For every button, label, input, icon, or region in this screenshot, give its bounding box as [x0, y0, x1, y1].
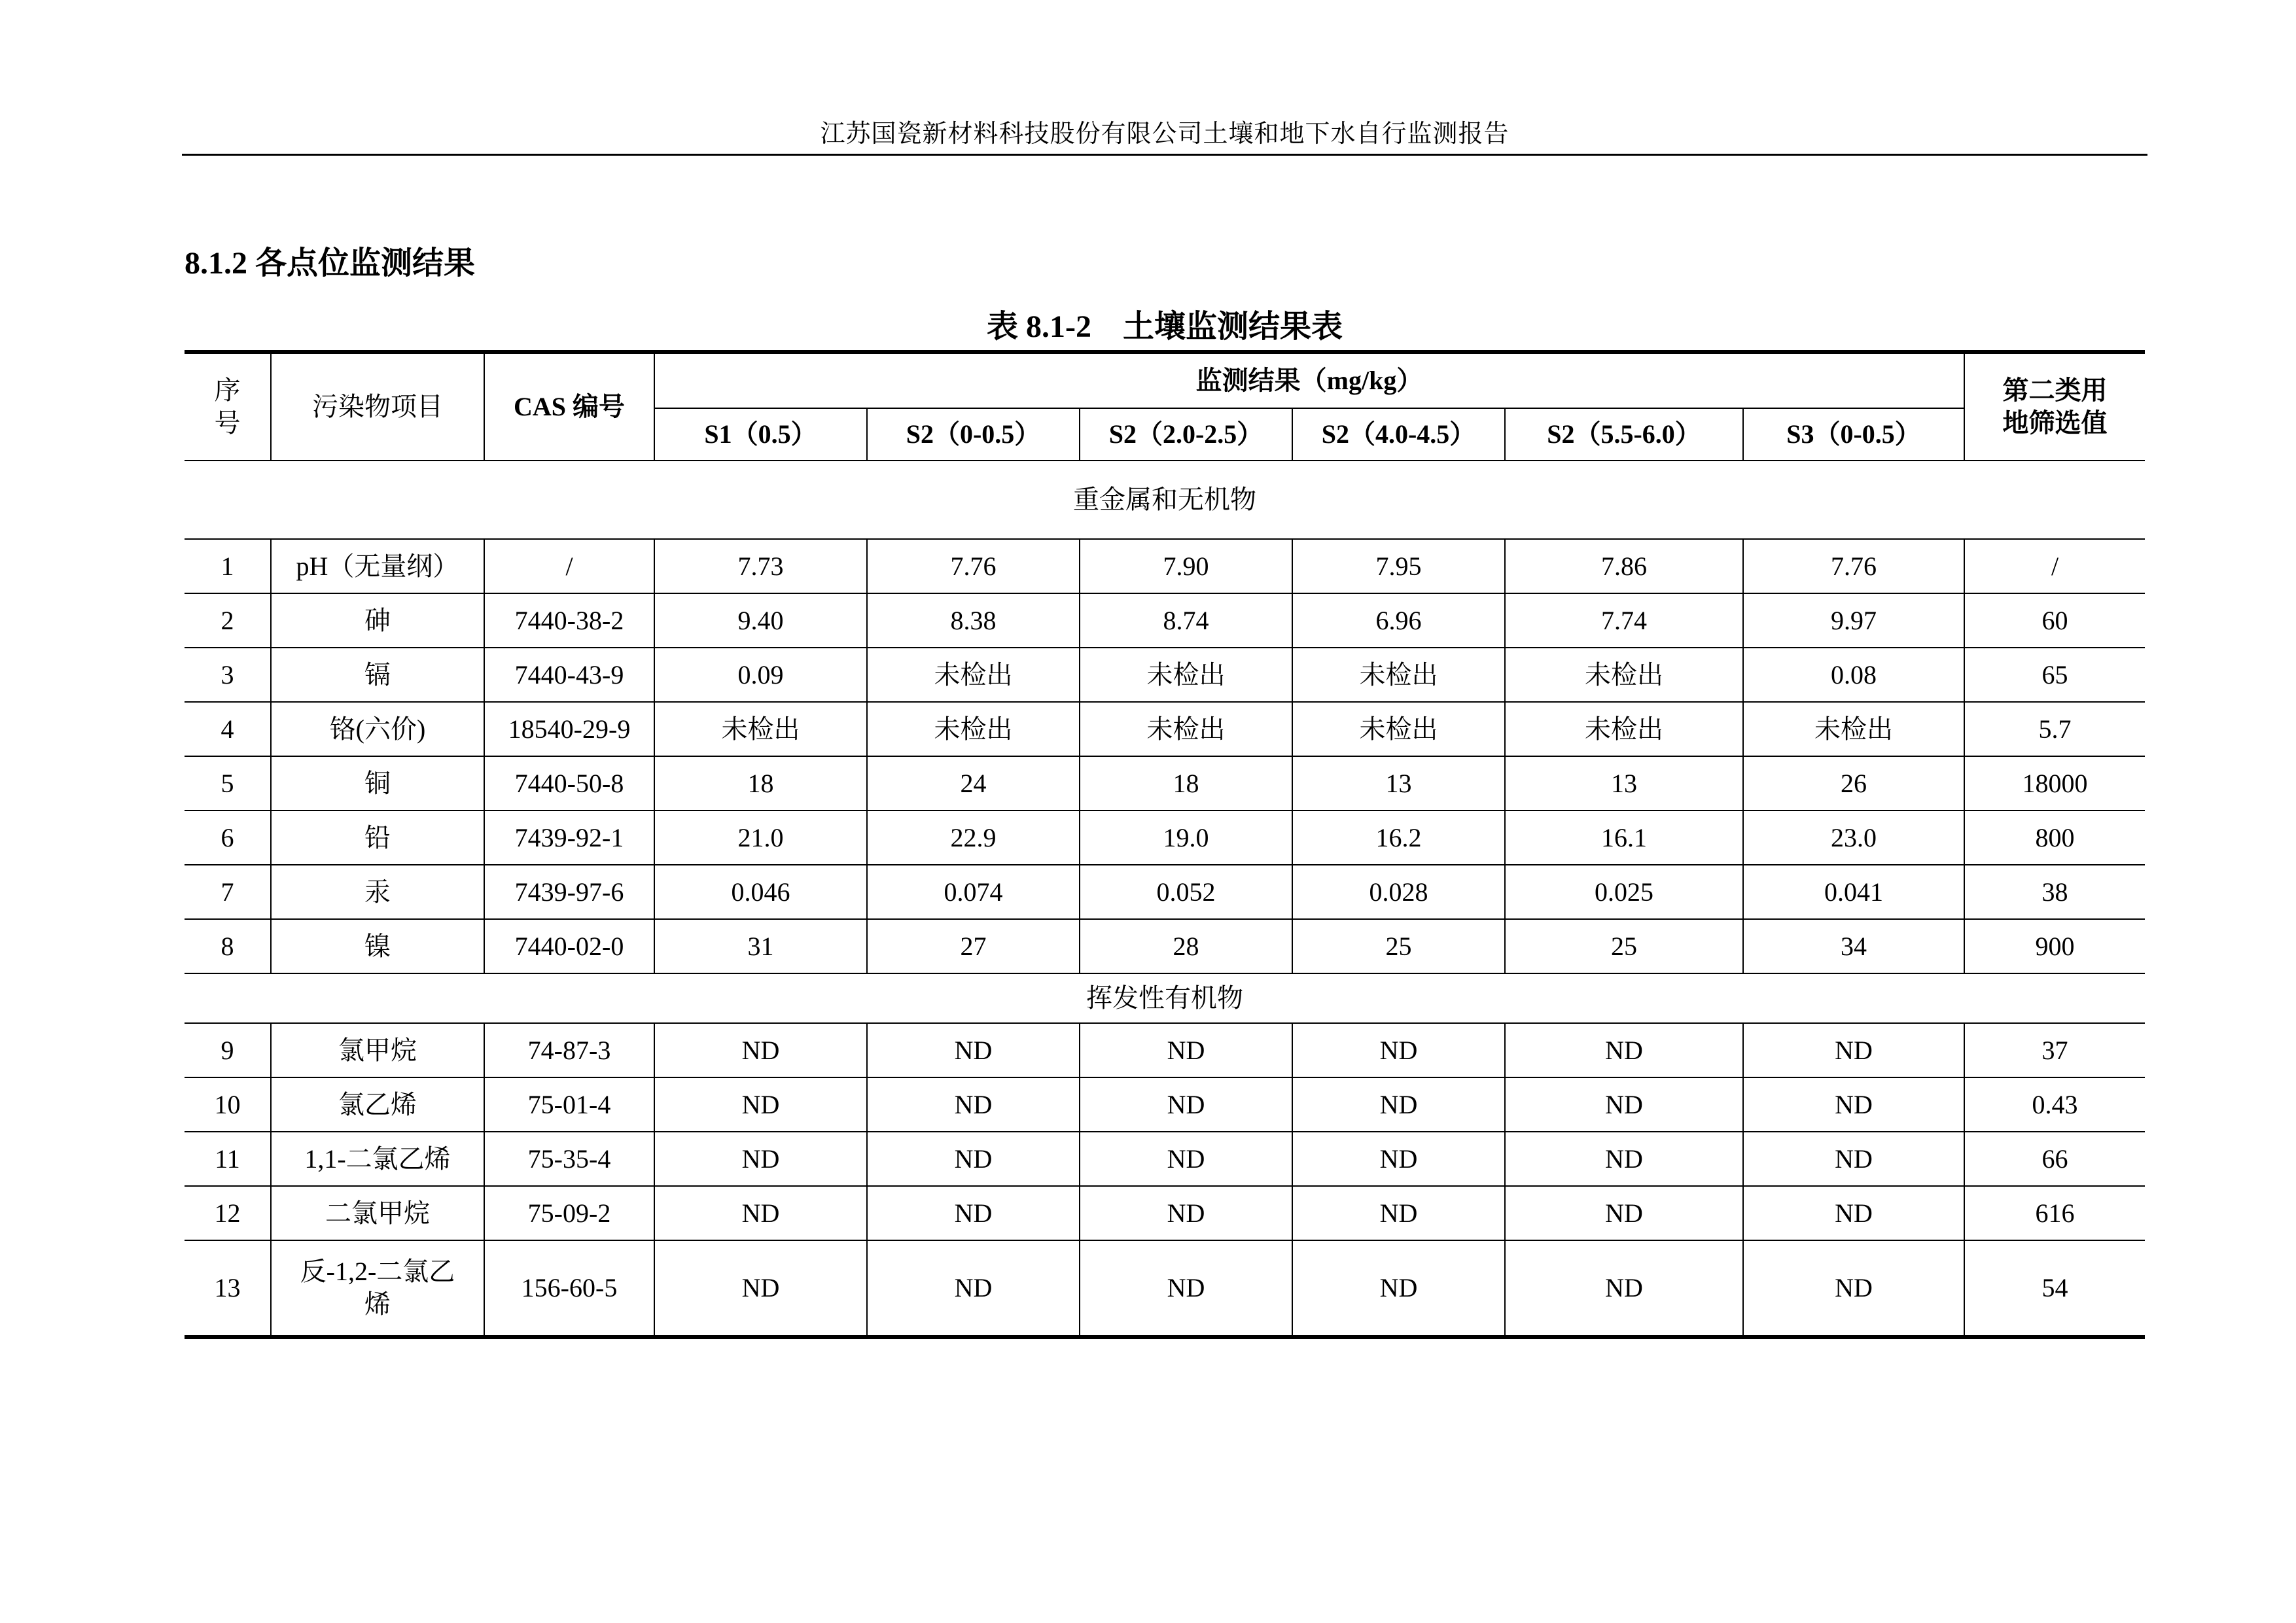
cell-result: ND — [867, 1186, 1080, 1240]
cell-result: 未检出 — [867, 648, 1080, 702]
table-row — [185, 1077, 2145, 1132]
cell-result: 未检出 — [1292, 648, 1505, 702]
cell-result: ND — [1743, 1077, 1964, 1132]
cell-result: 25 — [1505, 919, 1743, 973]
cell-result: 8.38 — [867, 593, 1080, 648]
cell-result: 0.025 — [1505, 865, 1743, 919]
cell-cas: 75-09-2 — [484, 1186, 654, 1240]
cell-result: ND — [1292, 1023, 1505, 1077]
cell-result: ND — [1743, 1240, 1964, 1337]
cell-seq: 9 — [185, 1023, 271, 1077]
cell-cas: 75-35-4 — [484, 1132, 654, 1186]
cell-cas: / — [484, 539, 654, 593]
cell-result: 0.041 — [1743, 865, 1964, 919]
cell-seq: 12 — [185, 1186, 271, 1240]
group-label: 重金属和无机物 — [185, 461, 2145, 539]
cell-screening-value: 800 — [1964, 811, 2145, 865]
table-row — [185, 648, 2145, 702]
cell-result: 21.0 — [654, 811, 867, 865]
table-row — [185, 593, 2145, 648]
cell-pollutant: 铅 — [271, 811, 484, 865]
cell-result: 7.76 — [867, 539, 1080, 593]
cell-cas: 7439-97-6 — [484, 865, 654, 919]
cell-result: 9.97 — [1743, 593, 1964, 648]
cell-result: 18 — [1080, 756, 1292, 811]
cell-pollutant: 铬(六价) — [271, 702, 484, 756]
cell-result: 未检出 — [1080, 648, 1292, 702]
cell-result: ND — [867, 1023, 1080, 1077]
cell-result: ND — [1080, 1132, 1292, 1186]
cell-seq: 7 — [185, 865, 271, 919]
cell-result: 19.0 — [1080, 811, 1292, 865]
cell-result: 13 — [1292, 756, 1505, 811]
cell-result: 18 — [654, 756, 867, 811]
cell-result: ND — [1743, 1132, 1964, 1186]
cell-result: 28 — [1080, 919, 1292, 973]
cell-result: ND — [867, 1132, 1080, 1186]
cell-seq: 10 — [185, 1077, 271, 1132]
cell-result: 0.074 — [867, 865, 1080, 919]
cell-result: ND — [1080, 1240, 1292, 1337]
cell-result: 7.73 — [654, 539, 867, 593]
table-row — [185, 919, 2145, 973]
table-row — [185, 539, 2145, 593]
cell-result: 0.09 — [654, 648, 867, 702]
cell-pollutant: 镉 — [271, 648, 484, 702]
cell-pollutant: 汞 — [271, 865, 484, 919]
soil-monitoring-results-table — [185, 350, 2145, 1339]
cell-result: ND — [654, 1186, 867, 1240]
cell-pollutant: 1,1-二氯乙烯 — [271, 1132, 484, 1186]
cell-pollutant: 氯甲烷 — [271, 1023, 484, 1077]
cell-result: 25 — [1292, 919, 1505, 973]
cell-screening-value: 0.43 — [1964, 1077, 2145, 1132]
cell-result: ND — [1505, 1132, 1743, 1186]
cell-pollutant: pH（无量纲） — [271, 539, 484, 593]
cell-result: 26 — [1743, 756, 1964, 811]
cell-seq: 13 — [185, 1240, 271, 1337]
cell-result: 7.74 — [1505, 593, 1743, 648]
cell-result: 23.0 — [1743, 811, 1964, 865]
header-sample: S1（0.5） — [654, 408, 867, 461]
cell-result: 0.028 — [1292, 865, 1505, 919]
header-results-group: 监测结果（mg/kg） — [654, 352, 1964, 408]
cell-result: ND — [654, 1132, 867, 1186]
cell-cas: 74-87-3 — [484, 1023, 654, 1077]
report-header-title: 江苏国瓷新材料科技股份有限公司土壤和地下水自行监测报告 — [820, 120, 1510, 148]
table-row — [185, 756, 2145, 811]
header-cas: CAS 编号 — [484, 352, 654, 461]
cell-result: ND — [1505, 1077, 1743, 1132]
header-divider — [182, 154, 2147, 156]
cell-result: ND — [654, 1077, 867, 1132]
cell-result: 0.046 — [654, 865, 867, 919]
cell-seq: 3 — [185, 648, 271, 702]
cell-screening-value: 616 — [1964, 1186, 2145, 1240]
table-body — [185, 461, 2145, 1337]
cell-result: ND — [867, 1077, 1080, 1132]
cell-cas: 75-01-4 — [484, 1077, 654, 1132]
cell-seq: 11 — [185, 1132, 271, 1186]
cell-result: ND — [1080, 1023, 1292, 1077]
table-row — [185, 865, 2145, 919]
section-heading: 8.1.2 各点位监测结果 — [185, 246, 476, 281]
table-row — [185, 811, 2145, 865]
cell-seq: 5 — [185, 756, 271, 811]
cell-result: 未检出 — [867, 702, 1080, 756]
cell-cas: 7440-02-0 — [484, 919, 654, 973]
cell-screening-value: 5.7 — [1964, 702, 2145, 756]
table-row — [185, 1240, 2145, 1337]
cell-seq: 6 — [185, 811, 271, 865]
table-row — [185, 1132, 2145, 1186]
cell-result: ND — [654, 1240, 867, 1337]
cell-seq: 8 — [185, 919, 271, 973]
cell-result: 16.1 — [1505, 811, 1743, 865]
table-row — [185, 1023, 2145, 1077]
cell-screening-value: 65 — [1964, 648, 2145, 702]
cell-result: ND — [867, 1240, 1080, 1337]
cell-screening-value: 38 — [1964, 865, 2145, 919]
header-sample: S2（2.0-2.5） — [1080, 408, 1292, 461]
cell-result: 13 — [1505, 756, 1743, 811]
cell-result: 0.08 — [1743, 648, 1964, 702]
cell-result: 未检出 — [1080, 702, 1292, 756]
cell-result: ND — [1292, 1132, 1505, 1186]
cell-result: ND — [654, 1023, 867, 1077]
header-seq: 序号 — [185, 352, 271, 461]
cell-result: ND — [1080, 1077, 1292, 1132]
cell-screening-value: 66 — [1964, 1132, 2145, 1186]
cell-pollutant: 反-1,2-二氯乙烯 — [271, 1240, 484, 1337]
cell-result: 未检出 — [1743, 702, 1964, 756]
cell-screening-value: 60 — [1964, 593, 2145, 648]
cell-pollutant: 氯乙烯 — [271, 1077, 484, 1132]
cell-result: 8.74 — [1080, 593, 1292, 648]
cell-result: 27 — [867, 919, 1080, 973]
table-caption: 表 8.1-2 土壤监测结果表 — [987, 309, 1343, 344]
cell-result: 未检出 — [1505, 648, 1743, 702]
cell-cas: 7440-38-2 — [484, 593, 654, 648]
table-header-row — [185, 352, 2145, 408]
cell-result: 未检出 — [654, 702, 867, 756]
cell-result: 7.76 — [1743, 539, 1964, 593]
cell-result: 未检出 — [1505, 702, 1743, 756]
cell-cas: 156-60-5 — [484, 1240, 654, 1337]
header-sample: S2（0-0.5） — [867, 408, 1080, 461]
cell-result: ND — [1292, 1186, 1505, 1240]
cell-cas: 7440-50-8 — [484, 756, 654, 811]
header-sample: S2（4.0-4.5） — [1292, 408, 1505, 461]
cell-result: 7.95 — [1292, 539, 1505, 593]
cell-result: 22.9 — [867, 811, 1080, 865]
cell-result: 6.96 — [1292, 593, 1505, 648]
table-row — [185, 1186, 2145, 1240]
header-sample: S2（5.5-6.0） — [1505, 408, 1743, 461]
cell-result: 9.40 — [654, 593, 867, 648]
cell-cas: 18540-29-9 — [484, 702, 654, 756]
group-label-row — [185, 973, 2145, 1023]
cell-result: 0.052 — [1080, 865, 1292, 919]
cell-screening-value: 18000 — [1964, 756, 2145, 811]
cell-cas: 7439-92-1 — [484, 811, 654, 865]
cell-screening-value: 37 — [1964, 1023, 2145, 1077]
cell-result: ND — [1505, 1023, 1743, 1077]
cell-result: ND — [1505, 1240, 1743, 1337]
cell-pollutant: 砷 — [271, 593, 484, 648]
cell-seq: 4 — [185, 702, 271, 756]
cell-result: ND — [1505, 1186, 1743, 1240]
cell-pollutant: 铜 — [271, 756, 484, 811]
cell-result: ND — [1743, 1023, 1964, 1077]
cell-result: 16.2 — [1292, 811, 1505, 865]
group-label-row — [185, 461, 2145, 539]
cell-pollutant: 镍 — [271, 919, 484, 973]
cell-result: 7.86 — [1505, 539, 1743, 593]
cell-result: 31 — [654, 919, 867, 973]
cell-seq: 1 — [185, 539, 271, 593]
cell-result: 未检出 — [1292, 702, 1505, 756]
cell-result: ND — [1292, 1077, 1505, 1132]
group-label: 挥发性有机物 — [185, 973, 2145, 1023]
cell-result: 34 — [1743, 919, 1964, 973]
cell-pollutant: 二氯甲烷 — [271, 1186, 484, 1240]
header-screening-value: 第二类用地筛选值 — [1964, 352, 2145, 461]
cell-result: ND — [1743, 1186, 1964, 1240]
cell-seq: 2 — [185, 593, 271, 648]
cell-result: 7.90 — [1080, 539, 1292, 593]
header-sample: S3（0-0.5） — [1743, 408, 1964, 461]
cell-result: ND — [1292, 1240, 1505, 1337]
cell-result: ND — [1080, 1186, 1292, 1240]
cell-screening-value: / — [1964, 539, 2145, 593]
header-pollutant: 污染物项目 — [271, 352, 484, 461]
cell-cas: 7440-43-9 — [484, 648, 654, 702]
cell-screening-value: 900 — [1964, 919, 2145, 973]
cell-screening-value: 54 — [1964, 1240, 2145, 1337]
cell-result: 24 — [867, 756, 1080, 811]
table-row — [185, 702, 2145, 756]
